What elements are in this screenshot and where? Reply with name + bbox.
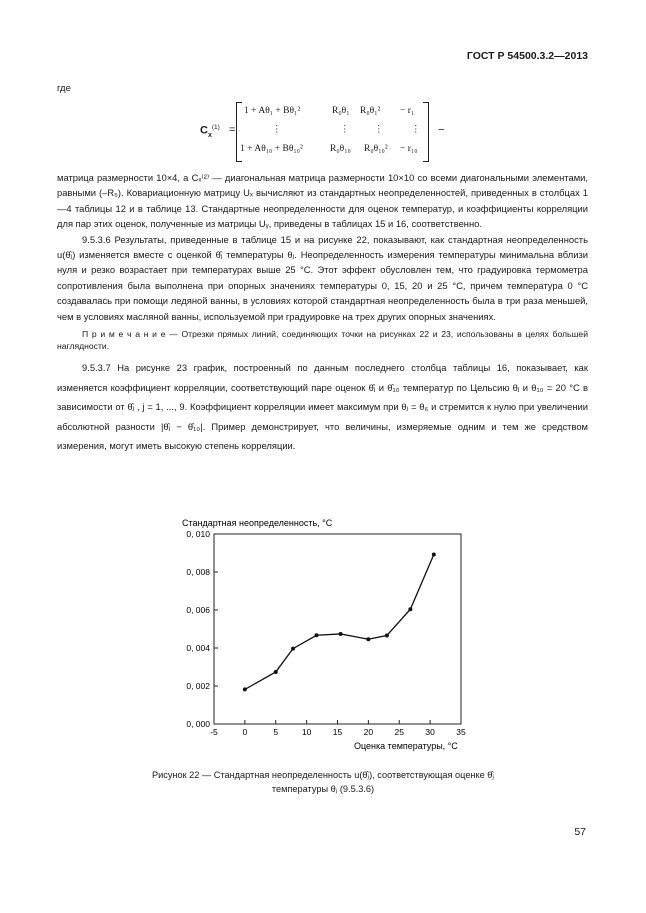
note-paragraph: П р и м е ч а н и е — Отрезки прямых линий, соединяющих точки на рисунках 22 и 23, использованы в целях большей наглядности. <box>57 329 588 352</box>
y-tick-label: 0, 010 <box>186 529 210 539</box>
where-label: где <box>57 83 71 94</box>
x-tick-label: 30 <box>425 727 435 737</box>
x-axis-label: Оценка температуры, °С <box>354 741 458 751</box>
matrix-cell: R₀θ₁ <box>332 106 350 116</box>
x-tick-label: 25 <box>394 727 404 737</box>
x-tick-label: 35 <box>456 727 466 737</box>
page-number: 57 <box>574 826 586 838</box>
right-bracket <box>423 102 429 162</box>
matrix-cell: 1 + Aθ₁ + Bθ₁² <box>244 106 301 116</box>
matrix-cell: R₀θ₁₀² <box>364 144 388 154</box>
matrix-cell: R₀θ₁² <box>360 106 381 116</box>
y-tick-label: 0, 004 <box>186 643 210 653</box>
y-axis-label: Стандартная неопределенность, °С <box>182 518 333 528</box>
data-point <box>408 607 412 611</box>
matrix-dots: ⋮ <box>340 125 350 135</box>
body-text <box>57 170 588 456</box>
matrix-cell: − r₁ <box>400 106 415 116</box>
x-tick-label: 0 <box>242 727 248 737</box>
data-point <box>291 647 295 651</box>
matrix-label: $C_x^{(1)}$ <box>200 124 220 139</box>
uncertainty-chart <box>170 512 490 762</box>
data-point <box>339 632 343 636</box>
equals-sign: = <box>229 124 236 136</box>
matrix-cell: 1 + Aθ₁₀ + Bθ₁₀² <box>240 144 303 154</box>
x-tick-label: 20 <box>363 727 374 737</box>
matrix-formula <box>0 100 646 168</box>
y-tick-label: 0, 008 <box>186 567 210 577</box>
matrix-dots: ⋮ <box>272 125 282 135</box>
matrix-dots: ⋮ <box>374 125 384 135</box>
data-point <box>385 633 389 637</box>
matrix-cell: − r₁₀ <box>400 144 418 154</box>
caption-line-1: Рисунок 22 — Стандартная неопределенность u(θ̂ⱼ), соответствующая оценке θ̂ⱼ <box>151 770 495 780</box>
caption-line-2: температуры θⱼ (9.5.3.6) <box>271 784 375 794</box>
paragraph-9-5-3-7: 9.5.3.7 На рисунке 23 график, построенный по данным последнего столбца таблицы 16, показывает, как изменяется коэффициент корреляции, соответствующий паре оценок θ̂ⱼ и θ̂₁₀ температур по Цельсию θⱼ и θ₁₀ = 20 °С в зависимости от θ̂ⱼ , j = 1, ..., 9. Коэффициент корреляции имеет максимум при θⱼ = θ₆ и стремится к нулю при увеличении абсолютной разности |θ̂ⱼ − θ̂₁₀|. Пример демонстрирует, что величины, измеряемые одним и тем же средством измерения, могут иметь высокую степень корреляции. <box>57 362 588 452</box>
paragraph-matrix: матрица размерности 10×4, а Cₓ⁽²⁾ — диагональная матрица размерности 10×10 со всеми диагональными элементами, равными (–R₅). Ковариационную матрицу Uₓ вычисляют из стандартных неопределенностей, приведенных в столбцах 1—4 таблицы 12 и в таблице 13. Стандартные неопределенности для оценок температур, и коэффициенты корреляции для пар этих оценок, полученные из матрицы Uᵧ, приведены в таблицах 15 и 16, соответственно. <box>57 172 588 230</box>
data-point <box>243 687 247 691</box>
figure-caption <box>0 768 646 796</box>
series-line <box>245 555 434 690</box>
x-tick-label: 5 <box>273 727 279 737</box>
y-tick-label: 0, 000 <box>186 719 210 729</box>
paragraph-9-5-3-6: 9.5.3.6 Результаты, приведенные в таблице 15 и на рисунке 22, показывают, как стандартная неопределенность u(θ̂ⱼ) изменяется вместе с оценкой θ̂ⱼ температуры θⱼ. Неопределенность измерения температуры минимальна вблизи нуля и резко возрастает при температурах выше 25 °С. Этот эффект обусловлен тем, что градуировка термометра сопротивления была выполнена при опорных значениях температуры 0, 15, 20 и 25 °С, причем температура 0 °С создавалась при помощи ледяной ванны, в условиях которой стандартная неопределенность была в три раза меньшей, чем в условиях масляной ванны, используемой при градуировке на трех других опорных значениях. <box>57 233 588 322</box>
x-tick-label: 15 <box>332 727 343 737</box>
plot-frame <box>214 534 461 724</box>
matrix-dots: ⋮ <box>411 125 421 135</box>
data-point <box>315 633 319 637</box>
data-point <box>432 553 436 557</box>
trailing-minus: − <box>438 124 445 136</box>
x-tick-label: -5 <box>210 727 218 737</box>
document-header: ГОСТ Р 54500.3.2—2013 <box>466 50 588 62</box>
y-tick-label: 0, 006 <box>186 605 210 615</box>
data-point <box>366 637 370 641</box>
data-point <box>274 670 278 674</box>
x-tick-label: 10 <box>301 727 312 737</box>
y-tick-label: 0, 002 <box>186 681 210 691</box>
matrix-cell: R₀θ₁₀ <box>330 144 351 154</box>
